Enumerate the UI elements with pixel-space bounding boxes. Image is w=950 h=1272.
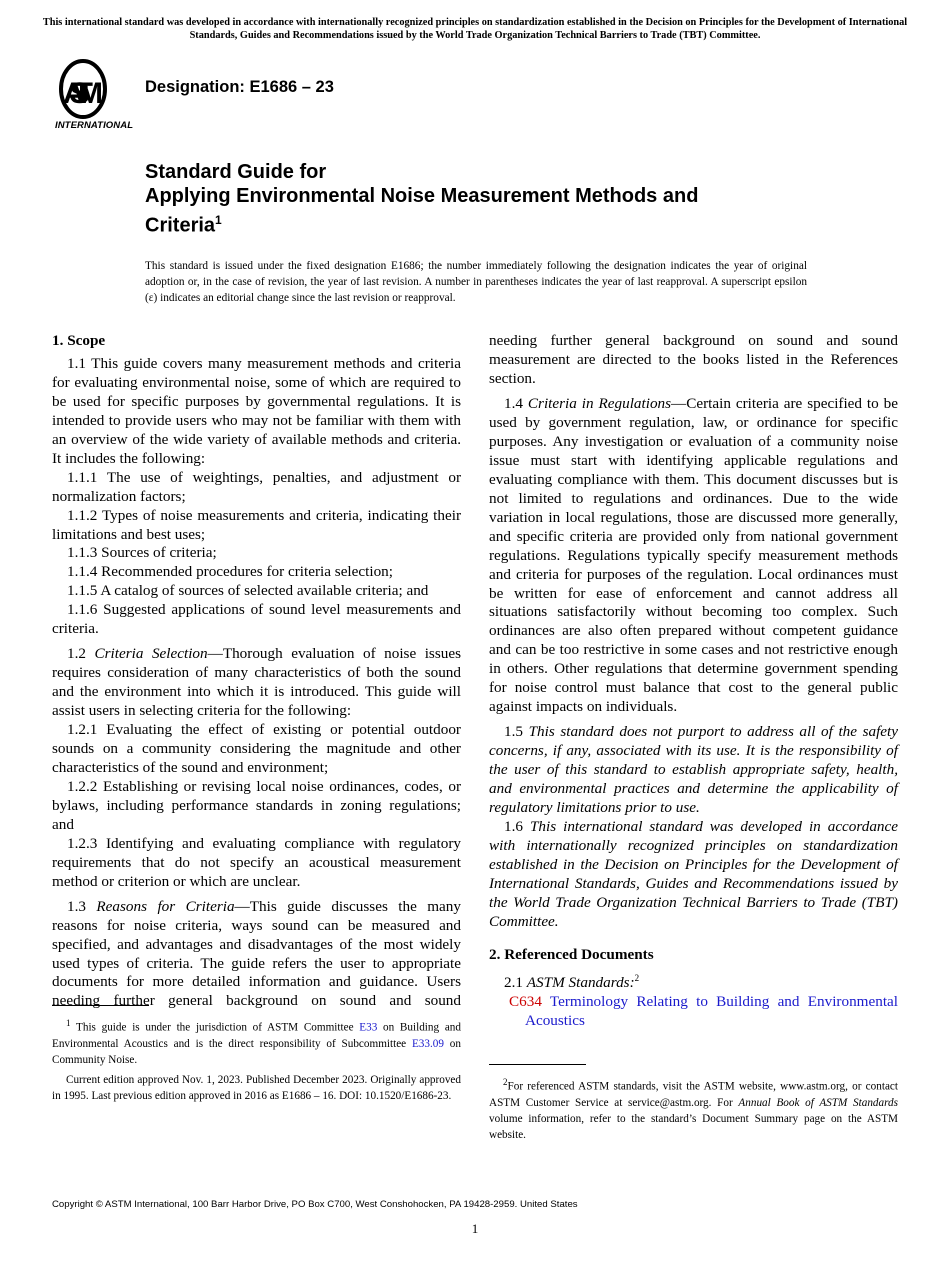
committee-link[interactable]: E33 [359,1021,378,1034]
astm-logo [53,55,135,133]
left-column [52,332,462,1102]
copyright: Copyright © ASTM International, 100 Barr Harbor Drive, PO Box C700, West Conshohocken, PA 19428-2959. United States [52,1199,578,1210]
footnote-rule [52,1005,149,1006]
paragraph: 1.2 Criteria Selection—Thorough evaluation of noise issues requires consideration of many characteristics of both the sound and the environment into which it is introduced. This guide will assist users in selecting criteria for the following: [52,645,462,720]
designation-note: This standard is issued under the fixed designation E1686; the number immediately following the designation indicates the year of original adoption or, in the case of revision, the year of last revision. A number in parentheses indicates the year of last reapproval. A superscript epsilon (ε) indicates an editorial change since the last revision or reapproval. [145,260,807,305]
reference-item[interactable]: C634 Terminology Relating to Building and Environmental Acoustics [509,992,898,1029]
paragraph: 1.2.2 Establishing or revising local noise ordinances, codes, or bylaws, including performance standards in zoning regulations; and [52,777,461,833]
paragraph: 1.1.4 Recommended procedures for criteria selection; [67,563,393,581]
paragraph: 1.1.1 The use of weightings, penalties, and adjustment or normalization factors; [52,468,461,505]
title-line: Applying Environmental Noise Measurement Methods and [145,185,699,207]
section-heading: 1. Scope [52,332,106,349]
footnote: $^1$ This guide is under the jurisdiction of ASTM Committee E33 on Building and Environmental Acoustics and is the direct responsibility of Subcommittee E33.09 on Community Noise. [52,1018,461,1066]
paragraph: 1.1.6 Suggested applications of sound level measurements and criteria. [52,601,461,638]
paragraph: 2.1 ASTM Standards:$^2$ [504,972,640,991]
page-number: 1 [471,1221,479,1236]
footnote: $^2$For referenced ASTM standards, visit the ASTM website, www.astm.org, or contact ASTM Customer Service at service@astm.org. For Annual Book of ASTM Standards volume information, refer to the standard’s Document Summary page on the ASTM website. [489,1077,898,1141]
paragraph: 1.2.3 Identifying and evaluating compliance with regulatory requirements that do not specify an acoustical measurement method or criterion or which are unclear. [52,834,461,890]
footnotes-left [52,1005,461,1104]
tbt-notice: This international standard was developed in accordance with internationally recognized principles on standardization established in the Decision on Principles for the Development of International Standards, Guides and Recommendations issued by the World Trade Organization Technical Barriers to Trade (TBT) Committee. [42,17,908,41]
paragraph: 1.1.5 A catalog of sources of selected available criteria; and [67,582,429,600]
footnote-ref[interactable]: 1 [215,213,222,227]
paragraph: 1.6 This international standard was developed in accordance with internationally recognized principles on standardization established in the Decision on Principles for the Development of International Standards, Guides and Recommendations issued by the World Trade Organization Technical Barriers to Trade (TBT) Committee. [489,817,899,930]
section-heading: 2. Referenced Documents [489,945,654,963]
footnotes-right [489,1064,898,1143]
paragraph: 1.5 This standard does not purport to address all of the safety concerns, if any, associated with its use. It is the responsibility of the user of this standard to establish appropriate safety, health, and environmental practices and determine the applicability of regulatory limitations prior to use. [489,723,899,817]
right-column [489,332,899,1141]
paragraph: 1.1 This guide covers many measurement methods and criteria for evaluating environmental noise, some of which are required to be used for specific purposes by governmental regulations. It is intended to provide users who may not be familiar with them with an overview of the wide variety of available methods and criteria. It includes the following: [52,354,461,467]
paragraph-continued: needing further general background on sound and sound measurement are directed to the books listed in the References section. [489,332,898,387]
designation: Designation: E1686 – 23 [145,78,334,96]
footnote-ref[interactable]: 2 [634,972,640,983]
title-line: Standard Guide for [145,161,327,183]
edition-note: Current edition approved Nov. 1, 2023. Published December 2023. Originally approved in 1995. Last previous edition approved in 2016 as E1686 – 16. DOI: 10.1520/E1686-23. [52,1073,461,1102]
svg-text:INTERNATIONAL: INTERNATIONAL [55,120,133,131]
title-line: Criteria [145,214,216,237]
paragraph: 1.1.2 Types of noise measurements and criteria, indicating their limitations and best uses; [52,506,461,543]
svg-text:ASTM: ASTM [63,77,103,110]
paragraph: 1.1.3 Sources of criteria; [67,544,217,562]
subcommittee-link[interactable]: E33.09 [411,1037,444,1050]
document-title [145,160,698,238]
paragraph: 1.2.1 Evaluating the effect of existing or potential outdoor sounds on a community considering the magnitude and other characteristics of the sound and environment; [52,721,461,776]
paragraph: 1.4 Criteria in Regulations—Certain criteria are specified to be used by government regulation, law, or ordinance for specific purposes. Any investigation or evaluation of a community noise issue must start with identifying applicable regulations and evaluating compliance with them. This document discusses but is not limited to regulations and ordinances. Due to the wide variation in local regulations, those are discussed more generally, and specific criteria are provided only from national government regulations. Regulations typically specify measurement methods and criteria for purposes of the regulation. Local ordinances must be written for ease of enforcement and cannot address all situations satisfactorily without becoming too complex. Such ordinances are also often prepared without competent guidance and can be too restrictive in some cases and not restrictive enough in others. Other regulations that determine government spending for noise control must balance that cost to the general public against impacts on individuals. [489,395,898,716]
footnote-rule [489,1064,586,1065]
paragraph: 1.3 Reasons for Criteria—This guide discusses the many reasons for noise criteria, ways sound can be measured and specified, and advantages and disadvantages of the most widely used types of criteria. The guide refers the user to appropriate documents for more detailed information and guidance. Users needing further general background on sound and sound [52,897,461,1010]
